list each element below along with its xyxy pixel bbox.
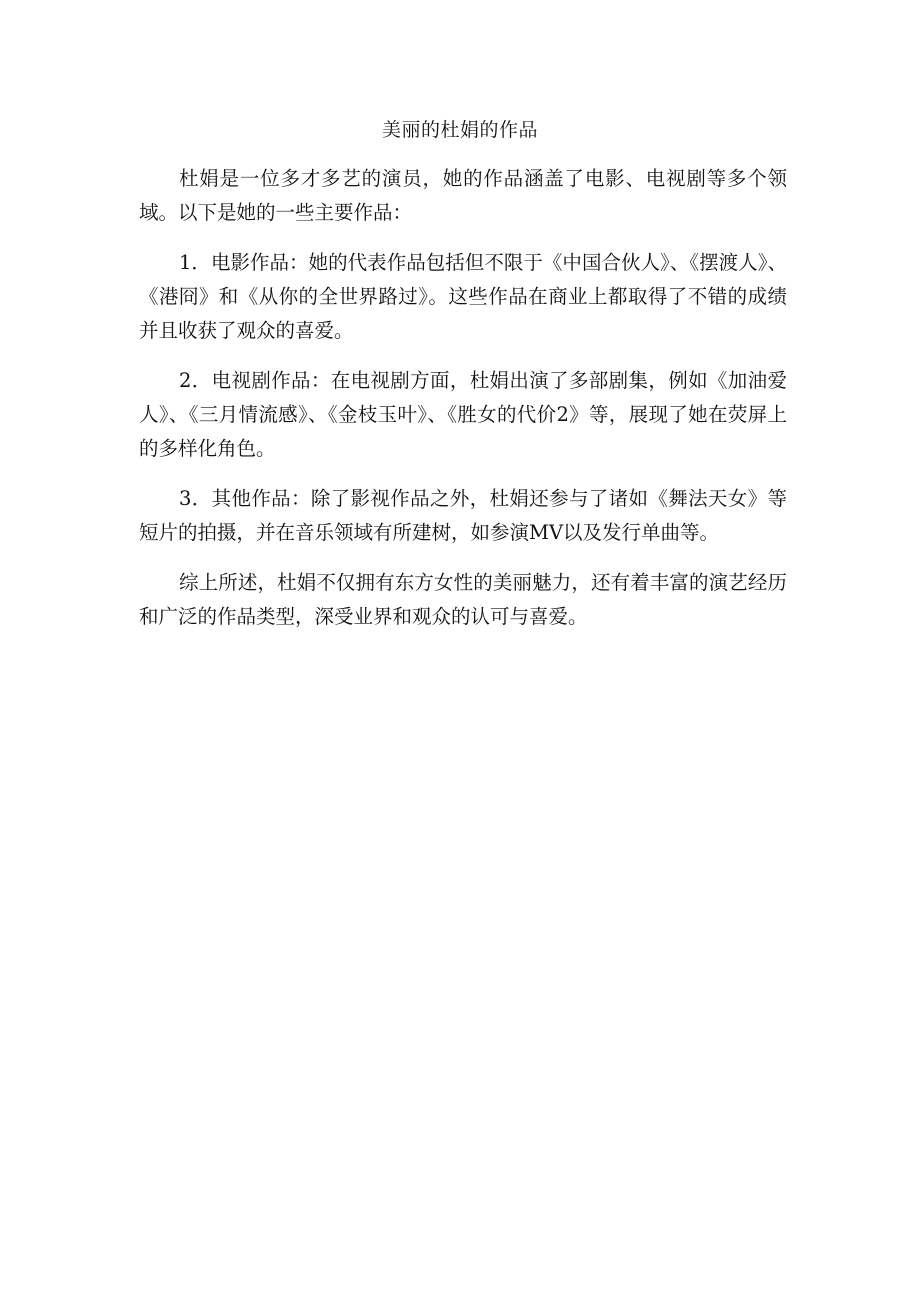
document-body: [139, 162, 787, 650]
paragraph-tv-series: 2．电视剧作品：在电视剧方面，杜娟出演了多部剧集，例如《加油爱人》、《三月情流感》、《金枝玉叶》、《胜女的代价2》等，展现了她在荧屏上的多样化角色。: [139, 369, 787, 460]
paragraph-films: 1．电影作品：她的代表作品包括但不限于《中国合伙人》、《摆渡人》、《港冏》和《从你的全世界路过》。这些作品在商业上都取得了不错的成绩并且收获了观众的喜爱。: [139, 251, 787, 342]
paragraph-summary: 综上所述，杜娟不仅拥有东方女性的美丽魅力，还有着丰富的演艺经历和广泛的作品类型，深受业界和观众的认可与喜爱。: [139, 571, 787, 628]
document-title: 美丽的杜娟的作品: [381, 119, 538, 141]
paragraph-intro: 杜娟是一位多才多艺的演员，她的作品涵盖了电影、电视剧等多个领域。以下是她的一些主要作品：: [139, 167, 787, 224]
paragraph-other-works: 3．其他作品：除了影视作品之外，杜娟还参与了诸如《舞法天女》等短片的拍摄，并在音乐领域有所建树，如参演MV以及发行单曲等。: [139, 487, 787, 544]
